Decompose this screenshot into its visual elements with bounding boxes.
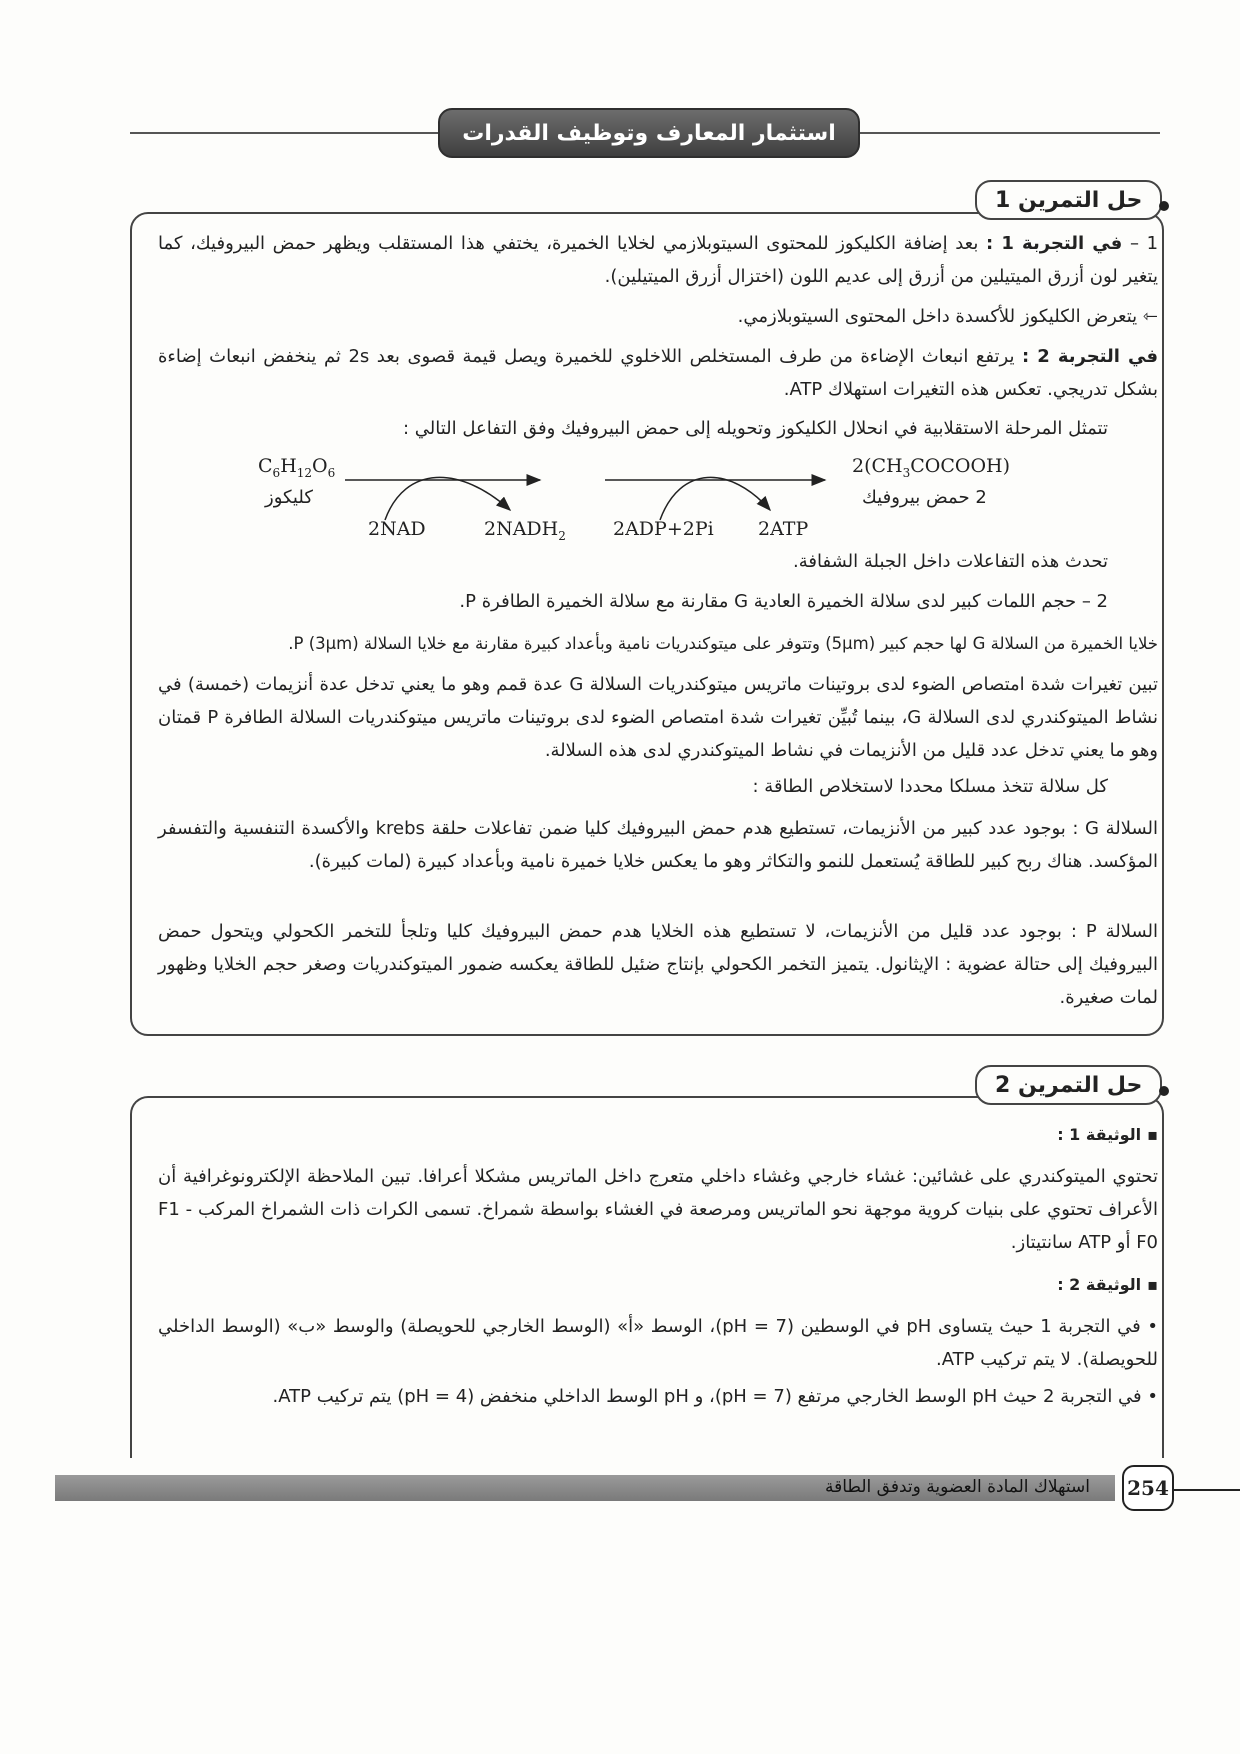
- header-rule-right: [855, 132, 1160, 134]
- adp-label: 2ADP+2Pi: [613, 518, 714, 540]
- adp-curved-arrow: [660, 477, 770, 520]
- doc1-text: تحتوي الميتوكندري على غشائين: غشاء خارجي وغشاء داخلي متعرج داخل الماتريس مشكلا أعرافا. تبين الملاحظة الإلكترونوغرافية أن الأعراف تحتوي على بنيات كروية موجهة نحو الماتريس ومرصعة في الغشاء بواسطة شمراخ. تسمى الكرات ذات الشمراخ المركب F1 - F0 أو ATP سانتيتاز.: [158, 1166, 1158, 1253]
- footer-rule: [1172, 1489, 1240, 1491]
- nadh-label: $2NADH_2$: [484, 518, 566, 543]
- exercise-2-title: حل التمرين 2: [975, 1065, 1162, 1105]
- exercise-1-title: حل التمرين 1: [975, 180, 1162, 220]
- title-bullet-icon: [1159, 201, 1169, 211]
- ex1-absorption: تبين تغيرات شدة امتصاص الضوء لدى بروتينات ماتريس ميتوكندريات السلالة G عدة قمم وهو ما يعني تدخل عدة أنزيمات (خمسة) في نشاط الميتوكندري لدى السلالة G، بينما تُبيِّن تغيرات شدة امتصاص الضوء لدى بروتينات ماتريس ميتوكندريات السلالة الطافرة P قمتان وهو ما يعني تدخل عدد قليل من الأنزيمات في نشاط الميتوكندري لدى هذه السلالة.: [158, 674, 1158, 761]
- ex1-location: تحدث هذه التفاعلات داخل الجبلة الشفافة.: [793, 551, 1108, 572]
- exercise-1-box: [130, 212, 1164, 1036]
- reactant-name: كليكوز: [265, 487, 313, 508]
- ex1-paragraph-2: 2 – حجم اللمات كبير لدى سلالة الخميرة العادية G مقارنة مع سلالة الخميرة الطافرة P.: [459, 591, 1108, 612]
- product-formula: $2(CH_3COCOOH)$: [852, 455, 1011, 480]
- ex1-strain-p: السلالة P : بوجود عدد قليل من الأنزيمات، لا تستطيع هذه الخلايا هدم حمض البيروفيك كليا وتلجأ للتخمر الكحولي ويتحول حمض البيروفيك إلى حتالة عضوية : الإيثانول. يتميز التخمر الكحولي بإنتاج ضئيل للطاقة يعكسه ضمور الميتوكندريات وصغر حجم الخلايا وظهور لمات صغيرة.: [158, 921, 1158, 1008]
- nad-label: 2NAD: [368, 518, 426, 540]
- doc1-label: ▪ الوثيقة 1 :: [158, 1118, 1158, 1151]
- doc2-bullet-1: • في التجربة 1 حيث يتساوى pH في الوسطين (pH = 7)، الوسط «أ» (الوسط الخارجي للحويصلة) والوسط «ب» (الوسط الداخلي للحويصلة). لا يتم تركيب ATP.: [158, 1316, 1158, 1370]
- section-banner: استثمار المعارف وتوظيف القدرات: [438, 108, 860, 158]
- page-number: 254: [1122, 1465, 1174, 1511]
- ex1-reaction-intro: تتمثل المرحلة الاستقلابية في انحلال الكليكوز وتحويله إلى حمض البيروفيك وفق التفاعل التالي :: [402, 418, 1108, 439]
- doc2-label: ▪ الوثيقة 2 :: [158, 1268, 1158, 1301]
- atp-label: 2ATP: [758, 518, 809, 540]
- doc2-bullet-2: • في التجربة 2 حيث pH الوسط الخارجي مرتفع (pH = 7)، و pH الوسط الداخلي منخفض (pH = 4) يتم تركيب ATP.: [272, 1386, 1158, 1407]
- header-rule-left: [130, 132, 440, 134]
- reaction-arrows: [330, 440, 840, 525]
- arrow-left-icon: ⇽: [1142, 306, 1158, 327]
- ex1-pathways-intro: كل سلالة تتخذ مسلكا محددا لاستخلاص الطاقة :: [752, 776, 1108, 797]
- title-bullet-icon: [1159, 1086, 1169, 1096]
- ex1-paragraph-exp2: في التجربة 2 : يرتفع انبعاث الإضاءة من طرف المستخلص اللاخلوي للخميرة ويصل قيمة قصوى بعد 2s ثم ينخفض انبعاث إضاءة بشكل تدريجي. تعكس هذه التغيرات استهلاك ATP.: [158, 346, 1158, 400]
- ex1-cell-size: خلايا الخميرة من السلالة G لها حجم كبير (5μm) وتتوفر على ميتوكندريات نامية وبأعداد كبيرة مقارنة مع خلايا السلالة P (3μm).: [288, 634, 1158, 653]
- nad-curved-arrow: [385, 477, 510, 520]
- ex1-paragraph-1: 1 – في التجربة 1 : بعد إضافة الكليكوز للمحتوى السيتوبلازمي لخلايا الخميرة، يختفي هذا المستقلب ويظهر حمض البيروفيك، كما يتغير لون أزرق الميتيلين من أزرق إلى عديم اللون (اختزال أزرق الميتيلين).: [158, 233, 1159, 287]
- footer-chapter: استهلاك المادة العضوية وتدفق الطاقة: [824, 1477, 1090, 1497]
- ex1-conclusion: ⇽ يتعرض الكليكوز للأكسدة داخل المحتوى السيتوبلازمي.: [737, 306, 1158, 327]
- product-name: 2 حمض بيروفيك: [862, 487, 987, 508]
- ex1-strain-g: السلالة G : بوجود عدد كبير من الأنزيمات، تستطيع هدم حمض البيروفيك كليا ضمن تفاعلات حلقة krebs والأكسدة التنفسية والتفسفر المؤكسد. هناك ربح كبير للطاقة يُستعمل للنمو والتكاثر وهو ما يعكس خلايا خميرة نامية وبأعداد كبيرة (لمات كبيرة).: [158, 818, 1158, 872]
- reactant-formula: $C_6H_{12}O_6$: [258, 455, 336, 480]
